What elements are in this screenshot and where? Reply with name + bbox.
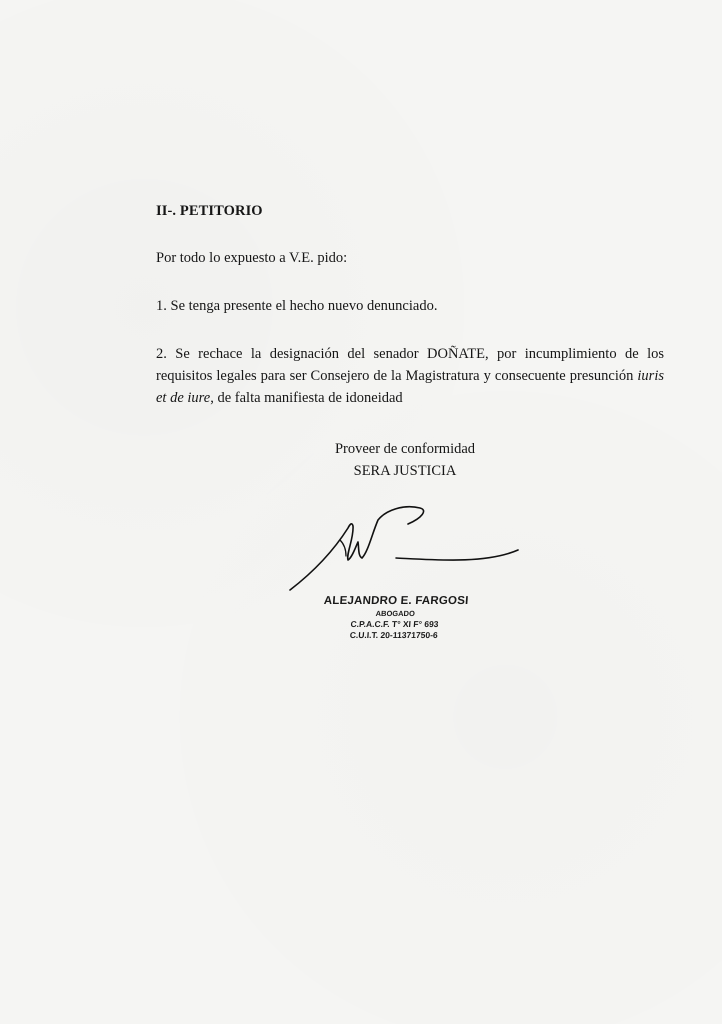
lawyer-stamp xyxy=(318,594,471,641)
petition-item-1: 1. Se tenga presente el hecho nuevo denunciado. xyxy=(156,298,438,314)
latin-phrase: iuris et de iure xyxy=(156,368,664,406)
petition-item-2-tail: , de falta manifiesta de idoneidad xyxy=(210,390,403,406)
stamp-cuit: C.U.I.T. 20-11371750-6 xyxy=(349,630,439,640)
stamp-registration: C.P.A.C.F. T° XI F° 693 xyxy=(350,619,439,629)
stamp-name: ALEJANDRO E. FARGOSI xyxy=(323,595,469,607)
petition-item-2-text: 2. Se rechace la designación del senador DOÑATE, por incumplimiento de los requisitos legales para ser Consejero de la Magistratura y consecuente presunción xyxy=(156,346,664,384)
handwritten-signature xyxy=(286,498,526,598)
stamp-title: ABOGADO xyxy=(375,609,416,618)
closing-line-2: SERA JUSTICIA xyxy=(353,463,457,479)
section-heading: II-. PETITORIO xyxy=(156,203,263,219)
petition-item-2 xyxy=(156,343,664,409)
intro-paragraph: Por todo lo expuesto a V.E. pido: xyxy=(156,250,348,266)
closing-line-1: Proveer de conformidad xyxy=(334,441,476,457)
closing-formula xyxy=(330,438,480,482)
